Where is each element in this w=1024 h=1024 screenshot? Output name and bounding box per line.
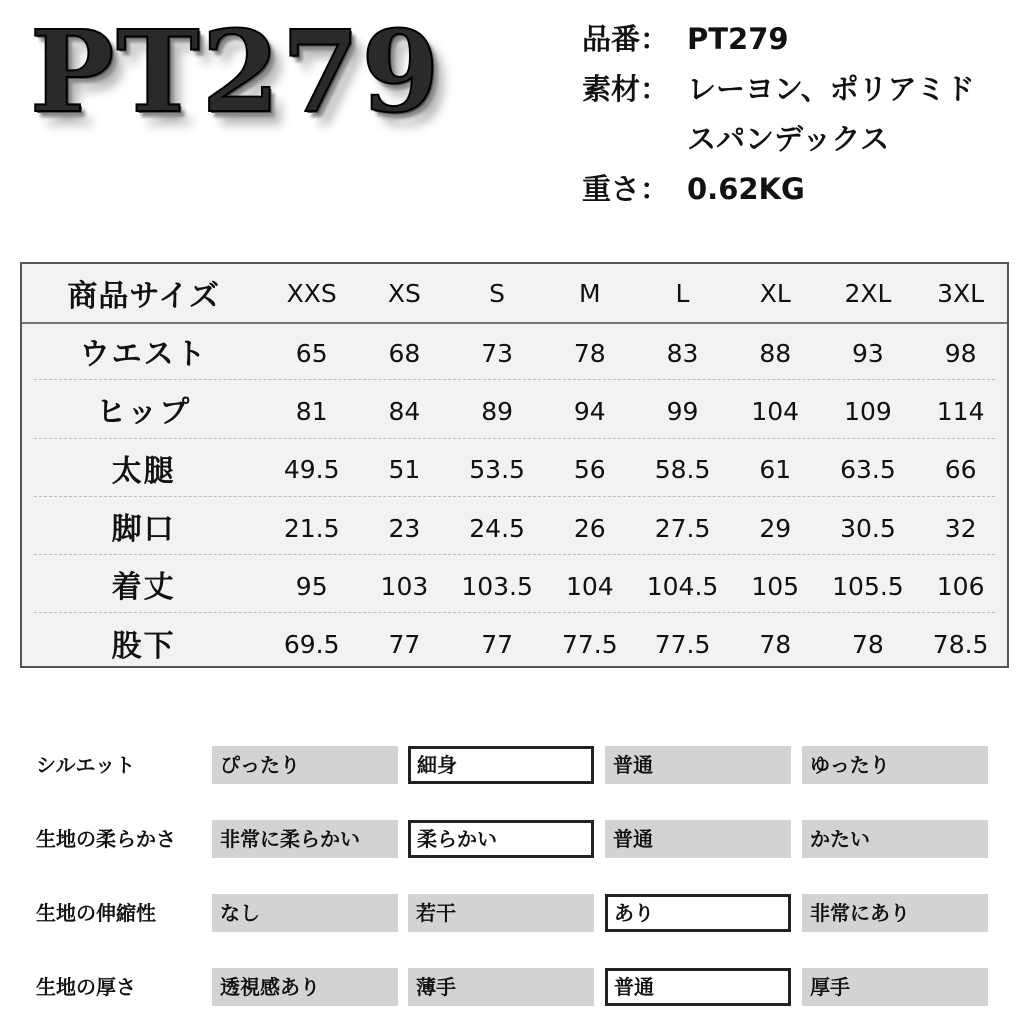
measurement-value: 89 xyxy=(481,396,514,426)
spec-row-code xyxy=(582,14,1012,64)
spec-row-weight xyxy=(582,164,1012,214)
measurement-value: 104 xyxy=(565,571,614,601)
spec-value: レーヨン、ポリアミド xyxy=(687,72,975,106)
measurement-value: 104 xyxy=(751,396,800,426)
size-header-cell: L xyxy=(675,278,690,308)
rating-label: 生地の伸縮性 xyxy=(36,901,156,925)
size-header-cell: 3XL xyxy=(937,278,985,308)
rating-option-selected: 細身 xyxy=(408,746,594,784)
measurement-value: 83 xyxy=(666,338,699,368)
measurement-value: 29 xyxy=(759,513,792,543)
measurement-label: ウエスト xyxy=(79,337,208,373)
spec-row-material-cont xyxy=(582,114,1012,164)
measurement-value: 78 xyxy=(759,630,792,660)
measurement-value: 26 xyxy=(573,513,606,543)
measurement-label: 股下 xyxy=(111,628,176,664)
rating-label: シルエット xyxy=(36,753,136,777)
measurement-value: 63.5 xyxy=(840,455,896,485)
measurement-label: 脚口 xyxy=(111,512,176,548)
measurement-value: 77.5 xyxy=(561,630,618,660)
measurement-value: 51 xyxy=(388,455,421,485)
spec-block xyxy=(582,14,1012,214)
measurement-value: 24.5 xyxy=(469,513,525,543)
size-table-row xyxy=(22,497,1007,555)
rating-option: なし xyxy=(212,894,398,932)
spec-label: 品番： xyxy=(582,22,670,56)
measurement-value: 49.5 xyxy=(283,455,340,485)
measurement-value: 73 xyxy=(481,338,514,368)
measurement-value: 103.5 xyxy=(461,571,533,601)
rating-option: 普通 xyxy=(605,820,791,858)
measurement-value: 23 xyxy=(388,513,421,543)
rating-option: 若干 xyxy=(408,894,594,932)
measurement-value: 77.5 xyxy=(654,630,711,660)
measurement-value: 99 xyxy=(666,396,699,426)
rating-option: ゆったり xyxy=(802,746,988,784)
measurement-label: 着丈 xyxy=(111,570,176,606)
measurement-value: 93 xyxy=(852,338,884,368)
rating-option: 非常に柔らかい xyxy=(212,820,398,858)
measurement-value: 78.5 xyxy=(932,630,989,660)
measurement-value: 78 xyxy=(573,338,606,368)
measurement-value: 105 xyxy=(751,571,800,601)
size-header-cell: XS xyxy=(387,278,421,308)
measurement-value: 65 xyxy=(295,338,328,368)
measurement-value: 81 xyxy=(295,396,328,426)
spec-label: 素材： xyxy=(582,72,670,106)
rating-option-selected: 柔らかい xyxy=(408,820,594,858)
spec-value: PT279 xyxy=(687,22,789,56)
rating-option: 普通 xyxy=(605,746,791,784)
size-table-row xyxy=(22,322,1007,380)
product-logo: PT279 xyxy=(30,7,442,138)
spec-label xyxy=(582,114,687,164)
spec-value: 0.62KG xyxy=(687,172,805,206)
measurement-value: 21.5 xyxy=(283,513,340,543)
measurement-value: 27.5 xyxy=(654,513,711,543)
rating-label: 生地の厚さ xyxy=(36,975,136,999)
measurement-value: 95 xyxy=(295,571,328,601)
spec-value: スパンデックス xyxy=(687,122,890,156)
measurement-value: 66 xyxy=(944,455,977,485)
measurement-value: 106 xyxy=(936,571,985,601)
measurement-value: 84 xyxy=(388,396,421,426)
measurement-value: 32 xyxy=(944,513,977,543)
measurement-value: 98 xyxy=(944,338,977,368)
rating-label: 生地の柔らかさ xyxy=(36,827,176,851)
rating-option: 非常にあり xyxy=(802,894,988,932)
measurement-value: 77 xyxy=(481,630,514,660)
rating-option: 厚手 xyxy=(802,968,988,1006)
size-header-cell: XXS xyxy=(286,278,337,308)
measurement-value: 88 xyxy=(759,338,792,368)
spec-row-material xyxy=(582,64,1012,114)
size-table-row xyxy=(22,380,1007,438)
measurement-value: 103 xyxy=(380,571,429,601)
measurement-value: 58.5 xyxy=(654,455,711,485)
size-table-row xyxy=(22,555,1007,613)
size-header-cell: S xyxy=(489,278,506,308)
rating-option-selected: あり xyxy=(605,894,791,932)
measurement-value: 56 xyxy=(573,455,606,485)
size-table-row xyxy=(22,614,1007,672)
measurement-value: 78 xyxy=(852,630,884,660)
measurement-label: 太腿 xyxy=(111,453,176,489)
size-table-row xyxy=(22,439,1007,497)
rating-option: かたい xyxy=(802,820,988,858)
size-header-cell: 2XL xyxy=(844,278,892,308)
measurement-value: 30.5 xyxy=(840,513,896,543)
measurement-value: 68 xyxy=(388,338,421,368)
measurement-value: 77 xyxy=(388,630,421,660)
measurement-value: 104.5 xyxy=(646,571,719,601)
measurement-value: 109 xyxy=(844,396,892,426)
rating-option: ぴったり xyxy=(212,746,398,784)
spec-label: 重さ： xyxy=(582,172,670,206)
measurement-value: 69.5 xyxy=(283,630,340,660)
size-header-label: 商品サイズ xyxy=(67,279,220,314)
measurement-value: 114 xyxy=(936,396,985,426)
rating-option: 薄手 xyxy=(408,968,594,1006)
measurement-value: 53.5 xyxy=(469,455,525,485)
measurement-value: 61 xyxy=(759,455,792,485)
size-table xyxy=(20,262,1009,668)
size-table-header xyxy=(22,264,1007,324)
measurement-value: 94 xyxy=(573,396,606,426)
measurement-value: 105.5 xyxy=(832,571,904,601)
measurement-label: ヒップ xyxy=(96,395,192,431)
size-header-cell: M xyxy=(579,278,601,308)
size-header-cell: XL xyxy=(759,278,791,308)
rating-option-selected: 普通 xyxy=(605,968,791,1006)
rating-option: 透視感あり xyxy=(212,968,398,1006)
